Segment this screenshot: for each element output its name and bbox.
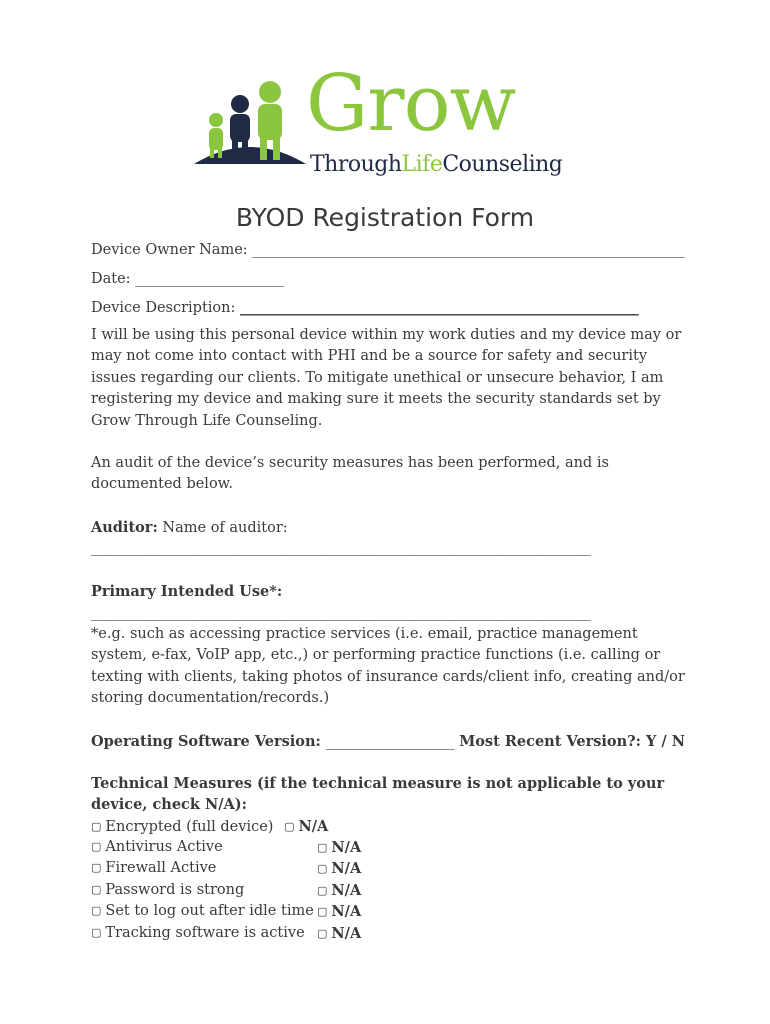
technical-measures-heading: Technical Measures (if the technical measure is not applicable to your device, check N/A):	[91, 775, 665, 814]
logo-tagline: ThroughLifeCounseling	[310, 152, 563, 177]
most-recent-version-label: Most Recent Version?: Y / N	[454, 733, 686, 750]
audit-paragraph: An audit of the device’s security measures has been performed, and is documented below.	[91, 455, 609, 493]
measure-label: Set to log out after idle time	[105, 903, 314, 919]
measure-row	[91, 880, 691, 901]
measure-row	[91, 858, 691, 879]
auditor-label: Auditor:	[91, 519, 158, 536]
measure-row	[91, 923, 691, 944]
na-label: N/A	[331, 903, 362, 920]
measure-label: Firewall Active	[105, 860, 217, 876]
na-checkbox-icon[interactable]: ▢	[317, 905, 328, 918]
measure-label: Encrypted (full device)	[105, 819, 274, 835]
date-field[interactable]	[91, 269, 284, 290]
na-checkbox-icon[interactable]: ▢	[317, 884, 328, 897]
logo-wordmark: Grow	[306, 59, 516, 149]
os-version-line[interactable]: ___________________	[325, 734, 455, 750]
checkbox-icon[interactable]: ▢	[91, 883, 102, 896]
measure-label: Password is strong	[105, 882, 245, 898]
family-figures-icon	[192, 62, 312, 172]
measure-label: Antivirus Active	[105, 839, 223, 855]
na-label: N/A	[331, 839, 362, 856]
measure-row	[91, 901, 691, 922]
device-owner-field[interactable]	[91, 240, 684, 261]
na-checkbox-icon[interactable]: ▢	[317, 841, 328, 854]
device-description-field[interactable]	[91, 297, 638, 319]
na-checkbox-icon[interactable]: ▢	[317, 862, 328, 875]
na-checkbox-icon[interactable]: ▢	[317, 927, 328, 940]
na-label: N/A	[298, 818, 329, 835]
measure-label: Tracking software is active	[105, 925, 305, 941]
date-label: Date:	[91, 271, 136, 287]
checkbox-icon[interactable]: ▢	[91, 926, 102, 939]
os-version-label: Operating Software Version:	[91, 733, 326, 750]
primary-use-note: *e.g. such as accessing practice services (i.e. email, practice management system, e-fax, VoIP app, etc.,) or performing practice functions (i.e. calling or texting with clients, taking photos of insurance cards/client info, creating and/or storing documentation/records.)	[91, 626, 685, 707]
na-checkbox-icon[interactable]: ▢	[284, 820, 295, 833]
auditor-line[interactable]: __________________________________________________________________________	[91, 540, 591, 556]
form-title: BYOD Registration Form	[235, 203, 535, 232]
primary-use-label: Primary Intended Use*:	[91, 583, 283, 600]
date-line[interactable]: ______________________	[135, 271, 284, 287]
device-owner-line[interactable]: ________________________________________________________________	[252, 242, 685, 258]
checkbox-icon[interactable]: ▢	[91, 840, 102, 853]
os-version-field	[91, 731, 685, 753]
auditor-field	[91, 517, 288, 539]
device-owner-label: Device Owner Name:	[91, 242, 253, 258]
na-label: N/A	[331, 882, 362, 899]
measure-row	[91, 816, 691, 837]
checkbox-icon[interactable]: ▢	[91, 861, 102, 874]
device-description-label: Device Description:	[91, 300, 240, 316]
intro-paragraph: I will be using this personal device within my work duties and my device may or may not come into contact with PHI and be a source for safety and security issues regarding our clients. To mitigate unethical or unsecure behavior, I am registering my device and making sure it meets the security standards set by Grow Through Life Counseling.	[91, 327, 682, 429]
checkbox-icon[interactable]: ▢	[91, 820, 102, 833]
device-description-line[interactable]: ___________________________________________________________	[240, 299, 639, 316]
measure-row	[91, 837, 691, 858]
auditor-value: Name of auditor:	[157, 520, 288, 536]
primary-use-line[interactable]: __________________________________________________________________________	[91, 605, 591, 621]
na-label: N/A	[331, 860, 362, 877]
company-logo	[192, 59, 592, 190]
checkbox-icon[interactable]: ▢	[91, 904, 102, 917]
na-label: N/A	[331, 925, 362, 942]
